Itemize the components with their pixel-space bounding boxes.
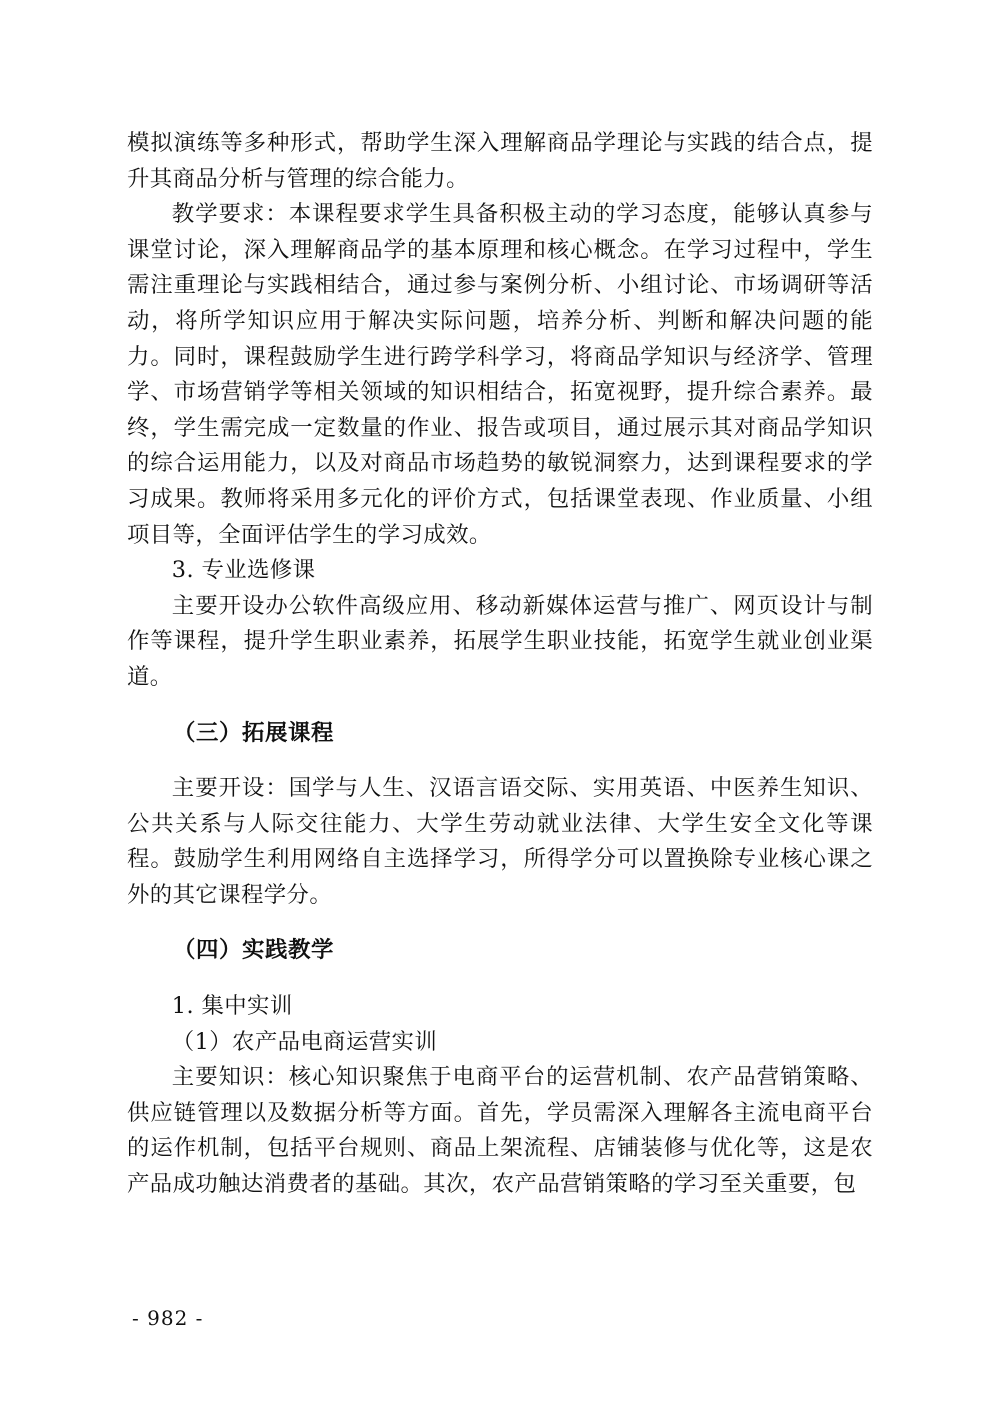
paragraph-teaching-requirements: 教学要求：本课程要求学生具备积极主动的学习态度，能够认真参与课堂讨论，深入理解商品学的基本原理和核心概念。在学习过程中，学生需注重理论与实践相结合，通过参与案例分析、小组讨论、市场调研等活动，将所学知识应用于解决实际问题，培养分析、判断和解决问题的能力。同时，课程鼓励学生进行跨学科学习，将商品学知识与经济学、管理学、市场营销学等相关领域的知识相结合，拓宽视野，提升综合素养。最终，学生需完成一定数量的作业、报告或项目，通过展示其对商品学知识的综合运用能力，以及对商品市场趋势的敏锐洞察力，达到课程要求的学习成果。教师将采用多元化的评价方式，包括课堂表现、作业质量、小组项目等，全面评估学生的学习成效。 <box>127 201 873 548</box>
section-heading-extension-courses: （三）拓展课程 <box>173 719 334 746</box>
paragraph-elective-courses: 主要开设办公软件高级应用、移动新媒体运营与推广、网页设计与制作等课程，提升学生职业素养，拓展学生职业技能，拓宽学生就业创业渠道。 <box>127 592 873 690</box>
subheading-ecommerce-training: （1）农产品电商运营实训 <box>171 1028 438 1055</box>
paragraph-main-knowledge: 主要知识：核心知识聚焦于电商平台的运营机制、农产品营销策略、供应链管理以及数据分析等方面。首先，学员需深入理解各主流电商平台的运作机制，包括平台规则、商品上架流程、店铺装修与优化等，这是农产品成功触达消费者的基础。其次，农产品营销策略的学习至关重要，包 <box>127 1064 873 1198</box>
page-number: - 982 - <box>132 1306 204 1330</box>
page-content <box>127 126 873 1203</box>
paragraph-extension-courses: 主要开设：国学与人生、汉语言语交际、实用英语、中医养生知识、公共关系与人际交往能力、大学生劳动就业法律、大学生安全文化等课程。鼓励学生利用网络自主选择学习，所得学分可以置换除专业核心课之外的其它课程学分。 <box>127 775 873 908</box>
subheading-elective-courses: 3. 专业选修课 <box>171 557 316 584</box>
paragraph-continuation: 模拟演练等多种形式，帮助学生深入理解商品学理论与实践的结合点，提升其商品分析与管理的综合能力。 <box>127 130 873 192</box>
section-heading-practice-teaching: （四）实践教学 <box>173 937 334 964</box>
subheading-centralized-training: 1. 集中实训 <box>171 993 293 1020</box>
